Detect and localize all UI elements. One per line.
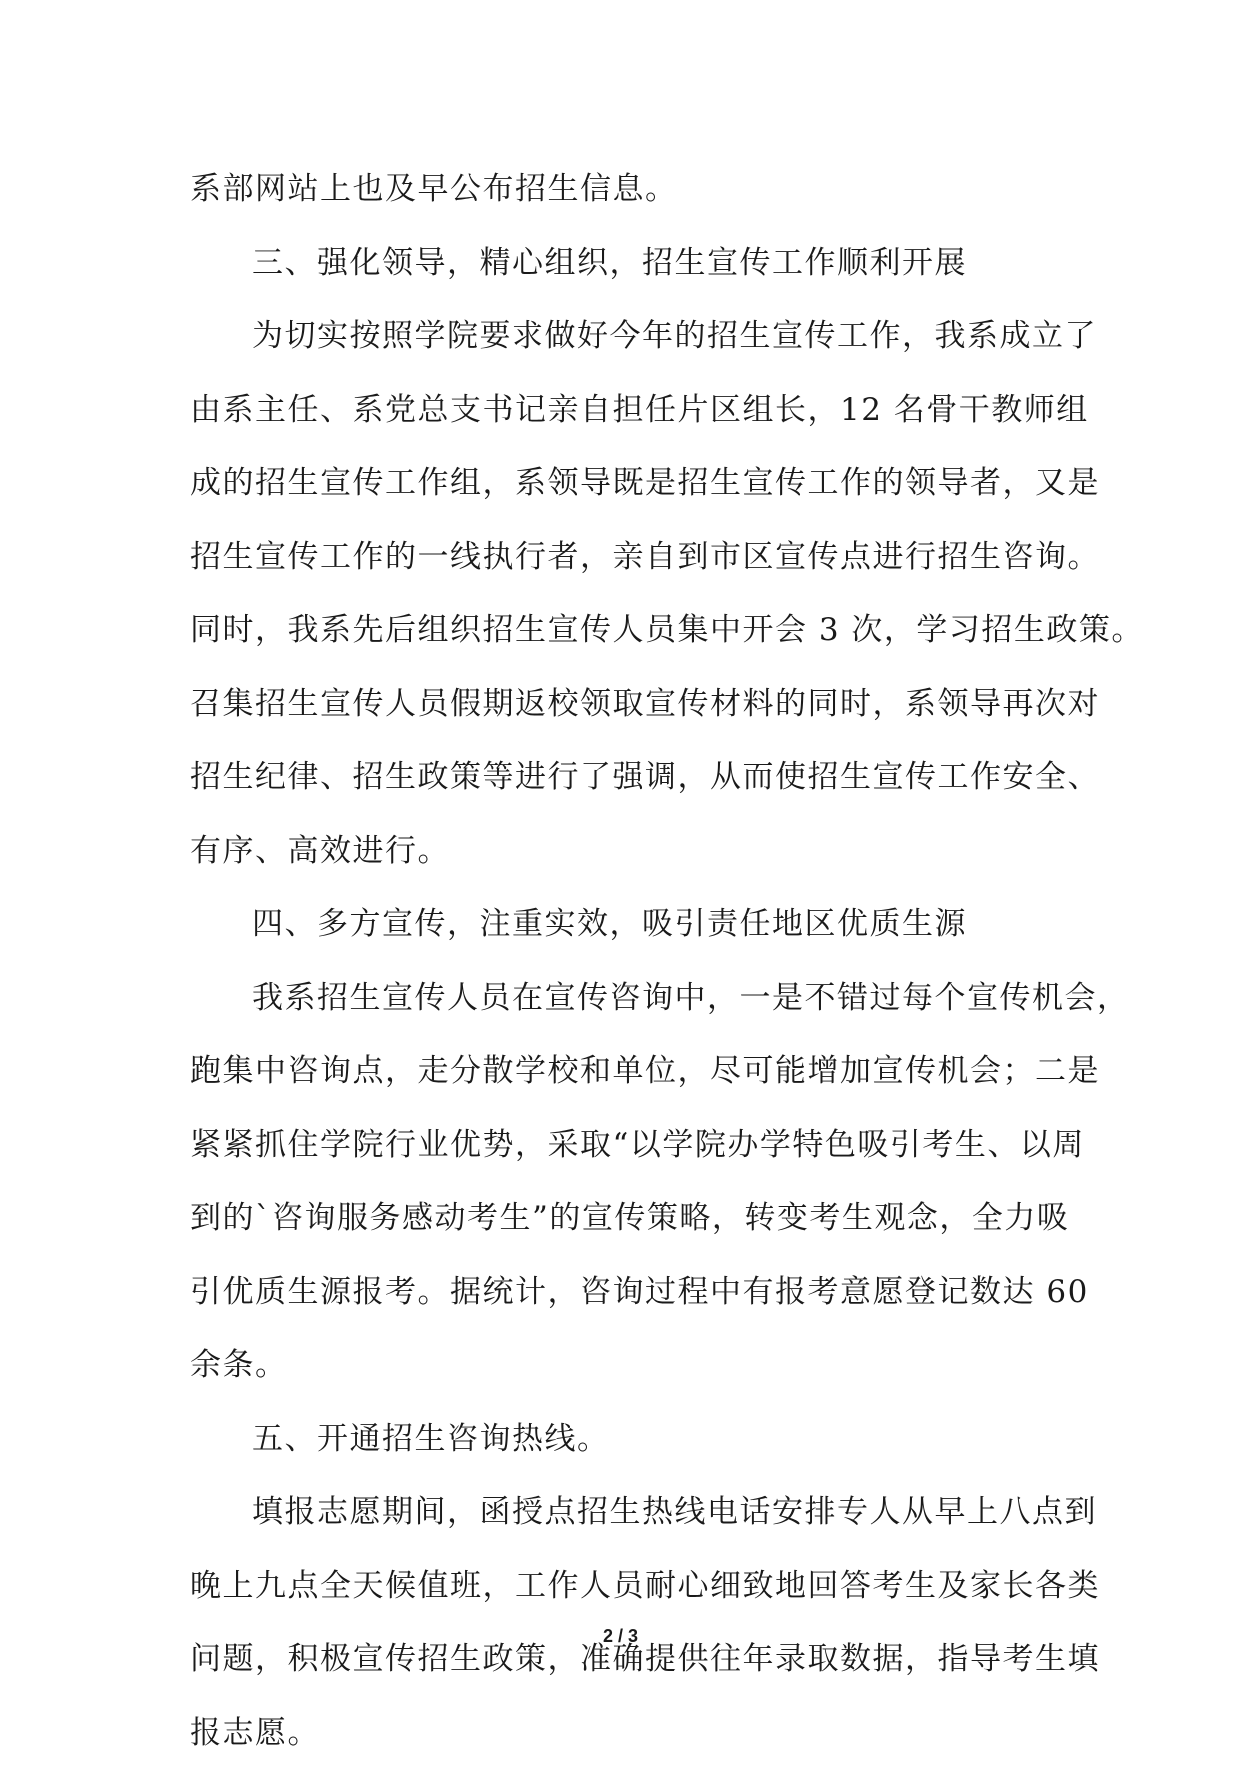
section-heading: 五、开通招生咨询热线。 — [190, 1403, 1060, 1477]
text-line: 跑集中咨询点，走分散学校和单位，尽可能增加宣传机会；二是 — [190, 1035, 1060, 1109]
text-line: 成的招生宣传工作组，系领导既是招生宣传工作的领导者，又是 — [190, 447, 1060, 521]
page-number: 2 / 3 — [0, 1626, 1241, 1647]
text-line: 同时，我系先后组织招生宣传人员集中开会 3 次，学习招生政策。 — [190, 594, 1060, 668]
text-line: 到的`咨询服务感动考生”的宣传策略，转变考生观念，全力吸 — [190, 1182, 1060, 1256]
text-line: 晚上九点全天候值班，工作人员耐心细致地回答考生及家长各类 — [190, 1550, 1060, 1624]
text-line: 由系主任、系党总支书记亲自担任片区组长，12 名骨干教师组 — [190, 374, 1060, 448]
text-line: 填报志愿期间，函授点招生热线电话安排专人从早上八点到 — [190, 1476, 1060, 1550]
text-line: 我系招生宣传人员在宣传咨询中，一是不错过每个宣传机会， — [190, 962, 1060, 1036]
text-line: 为切实按照学院要求做好今年的招生宣传工作，我系成立了 — [190, 300, 1060, 374]
text-line: 招生纪律、招生政策等进行了强调，从而使招生宣传工作安全、 — [190, 741, 1060, 815]
body-text — [190, 153, 1060, 1770]
text-line: 紧紧抓住学院行业优势，采取“以学院办学特色吸引考生、以周 — [190, 1109, 1060, 1183]
text-line: 问题，积极宣传招生政策，准确提供往年录取数据，指导考生填 — [190, 1623, 1060, 1697]
text-line: 余条。 — [190, 1329, 1060, 1403]
text-line: 招生宣传工作的一线执行者，亲自到市区宣传点进行招生咨询。 — [190, 521, 1060, 595]
text-line: 引优质生源报考。据统计，咨询过程中有报考意愿登记数达 60 — [190, 1256, 1060, 1330]
text-line: 召集招生宣传人员假期返校领取宣传材料的同时，系领导再次对 — [190, 668, 1060, 742]
text-line: 系部网站上也及早公布招生信息。 — [190, 153, 1060, 227]
section-heading: 四、多方宣传，注重实效，吸引责任地区优质生源 — [190, 888, 1060, 962]
text-line: 有序、高效进行。 — [190, 815, 1060, 889]
section-heading: 三、强化领导，精心组织，招生宣传工作顺利开展 — [190, 227, 1060, 301]
text-line: 报志愿。 — [190, 1697, 1060, 1770]
